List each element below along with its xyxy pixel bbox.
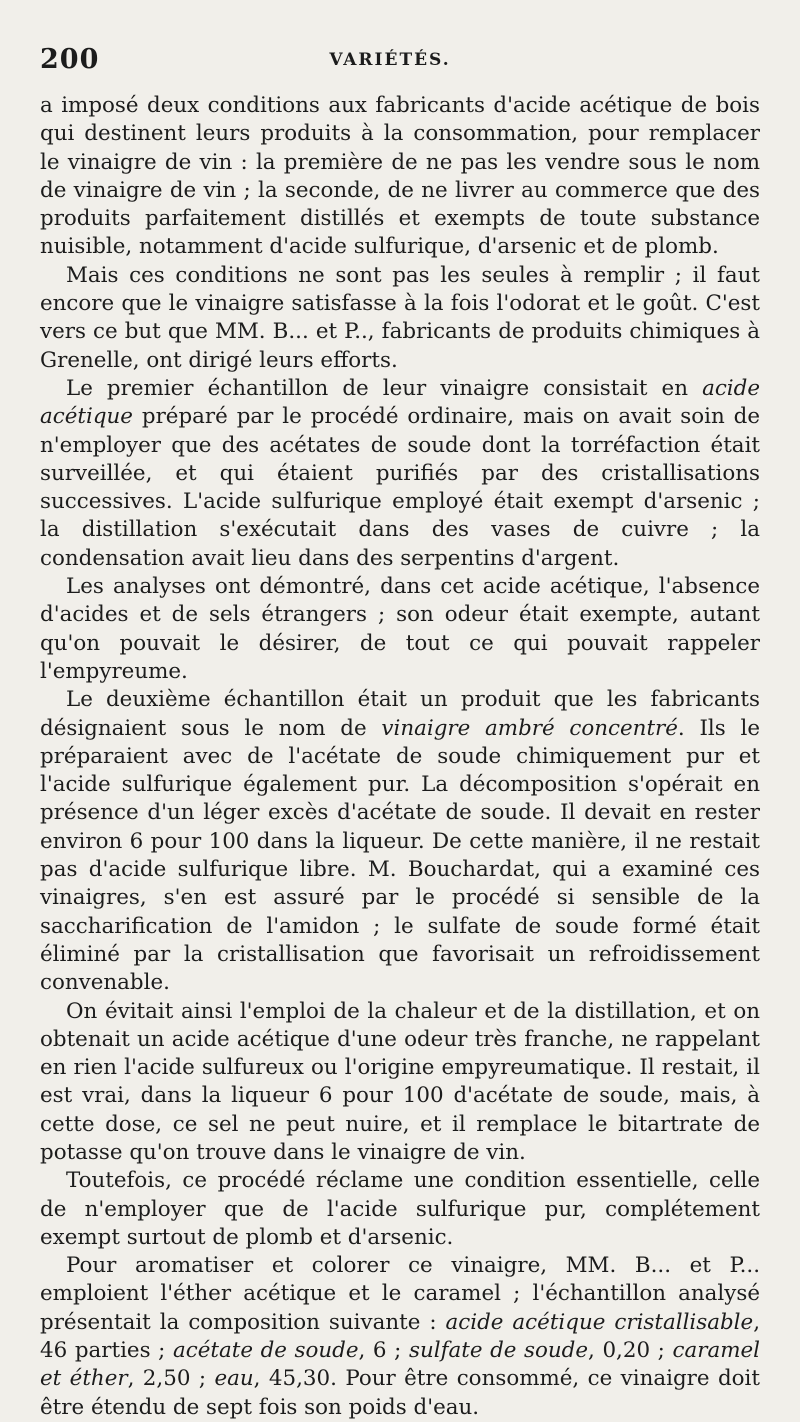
text-segment: Le deuxième échantillon était un produit que les fabricants désignaient sous le nom de [40, 687, 760, 741]
page-number: 200 [40, 44, 100, 75]
body-text [40, 92, 760, 1422]
paragraph [40, 375, 760, 573]
text-segment: a imposé deux conditions aux fabricants d'acide acétique de bois qui destinent leurs produits à la consommation, pour remplacer le vinaigre de vin : la première de ne pas les vendre sous le nom de vinaigre de vin ; la seconde, de ne livrer au commerce que des produits parfaitement distillés et exempts de toute substance nuisible, notamment d'acide sulfurique, d'arsenic et de plomb. [40, 93, 760, 260]
italic-text-segment: eau [214, 1366, 254, 1392]
text-segment: , 6 ; [358, 1338, 409, 1364]
paragraph [40, 92, 760, 262]
paragraph [40, 573, 760, 686]
paragraph [40, 1252, 760, 1422]
page-header [40, 44, 740, 76]
paragraph [40, 998, 760, 1168]
italic-text-segment: vinaigre ambré concentré [381, 715, 678, 741]
text-segment: On évitait ainsi l'emploi de la chaleur et de la distillation, et on obtenait un acide acétique d'une odeur très franche, ne rappelant en rien l'acide sulfureux ou l'origine empyreumatique. Il restait, il est vrai, dans la liqueur 6 pour 100 d'acétate de soude, mais, à cette dose, ce sel ne peut nuire, et il remplace le bitartrate de potasse qu'on trouve dans le vinaigre de vin. [40, 998, 760, 1165]
text-segment: , 46 parties ; [40, 1309, 760, 1364]
italic-text-segment: acide acétique [40, 375, 760, 430]
text-segment: Les analyses ont démontré, dans cet acide acétique, l'absence d'acides et de sels étrangers ; son odeur était exempte, autant qu'on pouvait le désirer, de tout ce qui pouvait rappeler l'empyreume. [40, 574, 760, 684]
text-segment: Le premier échantillon de leur vinaigre consistait en [66, 375, 703, 401]
paragraph [40, 1167, 760, 1252]
text-segment: , 0,20 ; [588, 1338, 673, 1364]
paragraph [40, 262, 760, 375]
text-segment: . Ils le préparaient avec de l'acétate de soude chimiquement pur et l'acide sulfurique également pur. La décomposition s'opérait en présence d'un léger excès d'acétate de soude. Il devait en rester environ 6 pour 100 dans la liqueur. De cette manière, il ne restait pas d'acide sulfurique libre. M. Bouchardat, qui a examiné ces vinaigres, s'en est assuré par le procédé si sensible de la saccharification de l'amidon ; le sulfate de soude formé était éliminé par la cristallisation que favorisait un refroidissement convenable. [40, 715, 760, 996]
text-segment: , 2,50 ; [127, 1366, 215, 1392]
italic-text-segment: caramel et éther [40, 1338, 760, 1392]
running-head: VARIÉTÉS. [329, 50, 451, 70]
italic-text-segment: acide acétique cristallisable [445, 1309, 754, 1335]
italic-text-segment: acétate de soude [172, 1338, 359, 1364]
text-segment: Toutefois, ce procédé réclame une condition essentielle, celle de n'employer que de l'acide sulfurique pur, complétement exempt surtout de plomb et d'arsenic. [40, 1168, 760, 1250]
text-segment: préparé par le procédé ordinaire, mais on avait soin de n'employer que des acétates de soude dont la torréfaction était surveillée, et qui étaient purifiés par des cristallisations successives. L'acide sulfurique employé était exempt d'arsenic ; la distillation s'exécutait dans des vases de cuivre ; la condensation avait lieu dans des serpentins d'argent. [40, 404, 760, 571]
text-segment: Mais ces conditions ne sont pas les seules à remplir ; il faut encore que le vinaigre satisfasse à la fois l'odorat et le goût. C'est vers ce but que MM. B... et P.., fabricants de produits chimiques à Grenelle, ont dirigé leurs efforts. [40, 262, 760, 373]
text-segment: Pour aromatiser et colorer ce vinaigre, MM. B... et P... emploient l'éther acétique et le caramel ; l'échantillon analysé présentait la composition suivante : [40, 1253, 760, 1335]
text-segment: , 45,30. Pour être consommé, ce vinaigre doit être étendu de sept fois son poids d'eau. [40, 1366, 760, 1420]
paragraph [40, 686, 760, 997]
italic-text-segment: sulfate de soude [408, 1338, 589, 1364]
